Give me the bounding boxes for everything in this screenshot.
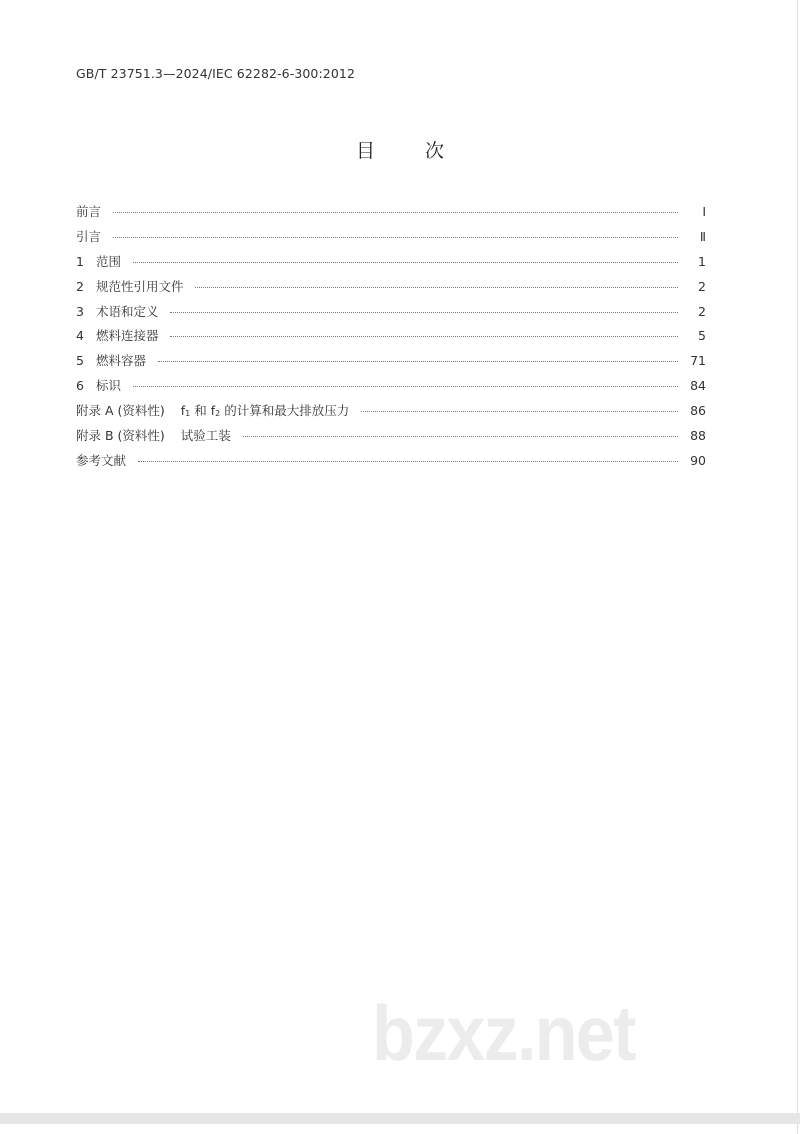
toc-entry-text-part: f (180, 403, 186, 419)
dot-leader (361, 411, 678, 412)
dot-leader (113, 212, 678, 213)
toc-page-number: 86 (690, 403, 706, 419)
toc-entry-text: 标识 (95, 378, 121, 394)
page-title (0, 136, 800, 163)
toc-entry-text: 术语和定义 (95, 303, 159, 319)
toc-entry[interactable] (76, 451, 706, 476)
toc-entry[interactable] (76, 302, 706, 327)
toc-entry[interactable] (76, 227, 706, 252)
dot-leader (158, 361, 678, 362)
toc-entry[interactable] (76, 401, 706, 426)
toc-entry-number: 附录 A (资料性) (76, 403, 165, 419)
toc-entry[interactable] (76, 277, 706, 302)
toc-page-number: Ⅱ (699, 228, 706, 244)
toc-entry-label (76, 351, 146, 369)
toc-entry-text: 参考文献 (76, 452, 127, 468)
toc-entry-text: 燃料连接器 (95, 328, 159, 344)
toc-entry-number: 4 (76, 328, 84, 344)
dot-leader (195, 287, 678, 288)
toc-entry[interactable] (76, 326, 706, 351)
dot-leader (243, 436, 678, 437)
toc-entry-text-part: f (210, 403, 216, 419)
toc-entry-text-part: 1 (185, 409, 191, 419)
toc-page-number: 90 (690, 452, 706, 468)
toc-entry-text-part: 2 (215, 409, 221, 419)
toc-entry-label (76, 252, 121, 270)
toc-page-number: 88 (690, 428, 706, 444)
toc-entry-label (76, 202, 101, 220)
toc-entry-label (76, 227, 101, 245)
table-of-contents (76, 202, 706, 476)
toc-entry-text: 规范性引用文件 (95, 278, 184, 294)
title-char: 目 (355, 140, 375, 162)
page-gap (0, 1113, 800, 1124)
toc-entry-number: 5 (76, 353, 84, 369)
dot-leader (133, 386, 678, 387)
toc-page-number: Ⅰ (702, 204, 706, 219)
dot-leader (170, 312, 678, 313)
toc-entry-number: 附录 B (资料性) (76, 428, 165, 444)
toc-entry-text: 燃料容器 (95, 353, 146, 369)
dot-leader (113, 237, 678, 238)
toc-page-number: 1 (698, 253, 706, 269)
toc-entry-label (76, 401, 349, 419)
toc-entry-number: 1 (76, 253, 84, 269)
toc-entry-number: 2 (76, 278, 84, 294)
toc-entry[interactable] (76, 351, 706, 376)
toc-entry[interactable] (76, 426, 706, 451)
toc-entry-text: 范围 (95, 253, 121, 269)
toc-entry-number: 6 (76, 378, 84, 394)
toc-entry-label (76, 326, 158, 344)
toc-page-number: 2 (698, 278, 706, 294)
title-char: 次 (425, 140, 445, 162)
toc-entry[interactable] (76, 202, 706, 227)
watermark-logo: bzxz.net (372, 989, 635, 1077)
dot-leader (133, 262, 678, 263)
toc-entry-text: 试验工装 (180, 428, 231, 444)
toc-page-number: 5 (698, 328, 706, 344)
toc-entry[interactable] (76, 252, 706, 277)
standard-number-header: GB/T 23751.3—2024/IEC 62282-6-300:2012 (76, 66, 356, 81)
toc-entry-label (76, 451, 126, 469)
toc-page-number: 2 (698, 303, 706, 319)
dot-leader (138, 461, 678, 462)
toc-page-number: 71 (690, 353, 706, 369)
toc-entry-label (76, 376, 121, 394)
toc-entry[interactable] (76, 376, 706, 401)
toc-entry-text-part: 和 (194, 403, 207, 419)
toc-entry-text-part: 的计算和最大排放压力 (224, 403, 350, 419)
toc-entry-label (76, 426, 231, 444)
toc-entry-number: 3 (76, 303, 84, 319)
toc-entry-label (76, 302, 158, 320)
toc-entry-text: 引言 (76, 228, 102, 244)
next-page (0, 1124, 798, 1134)
toc-entry-text: 前言 (76, 204, 102, 219)
toc-entry-label (76, 277, 183, 295)
dot-leader (170, 336, 678, 337)
toc-page-number: 84 (690, 378, 706, 394)
